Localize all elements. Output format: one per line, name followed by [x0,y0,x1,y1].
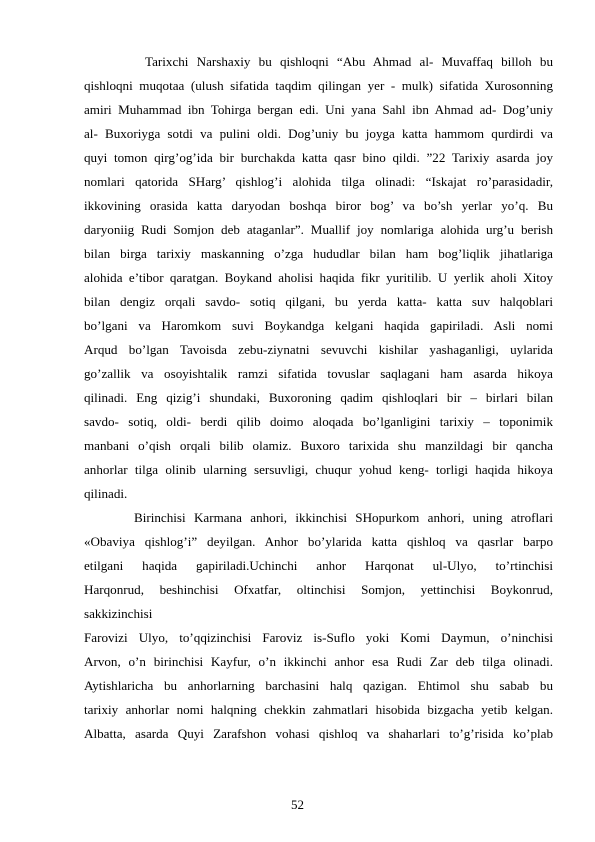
text-line: qishloqni muqotaa (ulush sifatida taqdim qilingan yer - mulk) sifatida Xurosonning [84,78,553,93]
text-line: Tarixchi Narshaxiy bu qishloqni “Abu Ahmad al- Muvaffaq billoh bu [145,54,553,69]
text-line: tarixiy anhorlar nomi halqning chekkin zahmatlari hisobida bizgacha yetib kelgan. [84,702,553,717]
text-line: amiri Muhammad ibn Tohirga bergan edi. Uni yana Sahl ibn Ahmad ad- Dog’uniy [84,102,553,117]
text-line: Arvon, o’n birinchisi Kayfur, o’n ikkinchi anhor esa Rudi Zar deb tilga olinadi. [84,654,553,669]
text-line: qilinadi. [84,486,128,501]
text-line: al- Buxoriyga sotdi va pulini oldi. Dog’uniy bu joyga katta hammom qurdirdi va [84,126,553,141]
text-line: Harqonrud, beshinchisi Ofxatfar, oltinchisi Somjon, yettinchisi Boykonrud, [84,582,553,597]
text-line: savdo- sotiq, oldi- berdi qilib doimo aloqada bo’lganligini tarixiy – toponimik [84,414,553,429]
text-line: alohida e’tibor qaratgan. Boykand aholisi haqida fikr yuritilib. U yerlik aholi Xitoy [84,270,553,285]
text-line: Farovizi Ulyo, to’qqizinchisi Faroviz is-Suflo yoki Komi Daymun, o’ninchisi [84,630,553,645]
text-line: quyi tomon qirg’og’ida bir burchakda katta qasr bino qildi. ”22 Tarixiy asarda joy [84,150,553,165]
text-line: manbani o’qish orqali bilib olamiz. Buxoro tarixida shu manzildagi bir qancha [84,438,553,453]
text-line: anhorlar tilga olinib ularning sersuvligi, chuqur yohud keng- torligi haqida hikoya [84,462,553,477]
text-line: go’zallik va osoyishtalik ramzi sifatida tovuslar saqlagani ham asarda hikoya [84,366,553,381]
text-line: bilan dengiz orqali savdo- sotiq qilgani, bu yerda katta- katta suv halqoblari [84,294,553,309]
text-line: Aytishlaricha bu anhorlarning barchasini halq qazigan. Ehtimol shu sabab bu [84,678,553,693]
text-line: sakkizinchisi [84,606,153,621]
text-line: ikkovining orasida katta daryodan boshqa biror bog’ va bo’sh yerlar yo’q. Bu [84,198,553,213]
text-line: daryoniig Rudi Somjon deb ataganlar”. Muallif joy nomlariga alohida urg’u berish [84,222,553,237]
text-line: Albatta, asarda Quyi Zarafshon vohasi qishloq va shaharlari to’g’risida ko’plab [84,726,553,741]
text-line: bilan birga tarixiy maskanning o’zga hududlar bilan ham bog’liqlik jihatlariga [84,246,553,261]
text-line: etilgani haqida gapiriladi.Uchinchi anhor Harqonat ul-Ulyo, to’rtinchisi [84,558,553,573]
text-line: Arqud bo’lgan Tavoisda zebu-ziynatni sevuvchi kishilar yashaganligi, uylarida [84,342,553,357]
page-number: 52 [291,797,304,812]
text-line: «Obaviya qishlog’i” deyilgan. Anhor bo’ylarida katta qishloq va qasrlar barpo [84,534,553,549]
text-line: bo’lgani va Haromkom suvi Boykandga kelgani haqida gapiriladi. Asli nomi [84,318,553,333]
text-line: Birinchisi Karmana anhori, ikkinchisi SHopurkom anhori, uning atroflari [134,510,553,525]
text-line: nomlari qatorida SHarg’ qishlog’i alohida tilga olinadi: “Iskajat ro’parasidadir, [84,174,553,189]
text-line: qilinadi. Eng qizig’i shundaki, Buxoroning qadim qishloqlari bir – birlari bilan [84,390,553,405]
